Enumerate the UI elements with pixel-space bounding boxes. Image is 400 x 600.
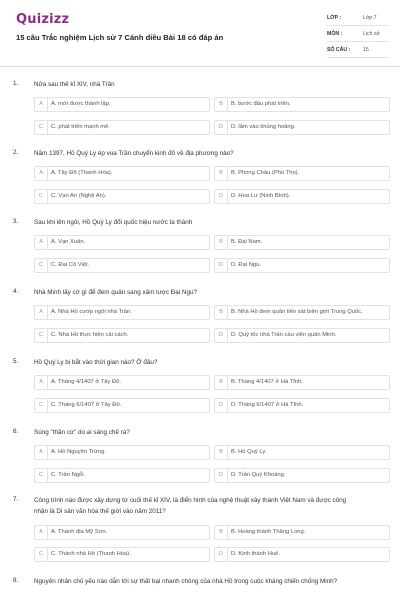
option-letter: B xyxy=(215,98,228,111)
option-text: D. Tháng 6/1407 ở Hà Tĩnh. xyxy=(231,402,304,408)
meta-value: Lớp 7 xyxy=(363,15,377,21)
option-letter: A xyxy=(35,167,48,180)
option-d[interactable] xyxy=(214,328,390,343)
option-text: C. Vạn An (Nghệ An). xyxy=(51,193,107,199)
option-c[interactable] xyxy=(34,120,210,135)
option-letter: A xyxy=(35,526,48,539)
option-b[interactable] xyxy=(214,166,390,181)
option-a[interactable] xyxy=(34,445,210,460)
question-text: Nhà Minh lấy cớ gì để đem quân sang xâm lược Đại Ngu? xyxy=(34,289,197,296)
option-text: C. Trần Ngỗi. xyxy=(51,472,86,478)
option-text: A. Nhà Hồ cướp ngôi nhà Trần. xyxy=(51,309,132,315)
option-text: B. Nhà Hồ đem quân tiến sát biên giới Trung Quốc. xyxy=(231,309,363,315)
option-text: C. Đại Cồ Việt. xyxy=(51,262,90,268)
option-a[interactable] xyxy=(34,166,210,181)
option-c[interactable] xyxy=(34,328,210,343)
option-letter: D xyxy=(215,548,228,561)
meta-class xyxy=(327,12,389,26)
option-letter: D xyxy=(215,469,228,482)
option-d[interactable] xyxy=(214,547,390,562)
question-5 xyxy=(0,358,400,418)
option-c[interactable] xyxy=(34,398,210,413)
option-letter: B xyxy=(215,167,228,180)
option-letter: D xyxy=(215,259,228,272)
option-c[interactable] xyxy=(34,547,210,562)
option-letter: C xyxy=(35,469,48,482)
option-a[interactable] xyxy=(34,305,210,320)
option-text: C. Tháng 6/1407 ở Tây Đô. xyxy=(51,402,122,408)
option-d[interactable] xyxy=(214,258,390,273)
question-1 xyxy=(0,80,400,140)
option-letter: A xyxy=(35,98,48,111)
question-number: 3. xyxy=(13,218,19,225)
question-8 xyxy=(0,577,400,595)
option-text: A. mới được thành lập. xyxy=(51,101,111,107)
option-letter: A xyxy=(35,306,48,319)
option-letter: C xyxy=(35,329,48,342)
question-text: Nguyên nhân chủ yếu nào dẫn tới sự thất bại nhanh chóng của nhà Hồ trong cuộc kháng chiến chống Minh? xyxy=(34,578,338,585)
option-letter: A xyxy=(35,236,48,249)
question-6 xyxy=(0,428,400,488)
question-number: 8. xyxy=(13,577,19,584)
question-3 xyxy=(0,218,400,278)
option-text: D. Đại Ngu. xyxy=(231,262,261,268)
option-d[interactable] xyxy=(214,120,390,135)
option-letter: D xyxy=(215,399,228,412)
question-number: 7. xyxy=(13,496,19,503)
question-4 xyxy=(0,288,400,348)
option-letter: B xyxy=(215,306,228,319)
option-text: C. phát triển mạnh mẽ. xyxy=(51,124,110,130)
question-text: Nửa sau thế kỉ XIV, nhà Trần xyxy=(34,81,115,88)
option-letter: D xyxy=(215,121,228,134)
question-text: Năm 1397, Hồ Quý Ly ép vua Trần chuyển kinh đô về địa phương nào? xyxy=(34,150,234,157)
option-text: B. Hồ Quý Ly. xyxy=(231,449,267,455)
option-letter: C xyxy=(35,399,48,412)
option-d[interactable] xyxy=(214,189,390,204)
option-text: A. Thánh địa Mỹ Sơn. xyxy=(51,529,108,535)
question-7 xyxy=(0,496,400,566)
option-letter: B xyxy=(215,526,228,539)
meta-key: SỐ CÂU : xyxy=(327,47,351,53)
quizizz-logo[interactable]: Quizizz xyxy=(16,12,70,27)
option-text: A. Tháng 4/1407 ở Tây Đô. xyxy=(51,379,121,385)
option-text: A. Hồ Nguyên Trừng. xyxy=(51,449,106,455)
question-number: 4. xyxy=(13,288,19,295)
page-title: 15 câu Trắc nghiệm Lịch sử 7 Cánh diều Bài 18 có đáp án xyxy=(16,33,224,42)
meta-value: 15 xyxy=(363,47,369,53)
meta-key: MÔN : xyxy=(327,31,343,37)
meta-subject xyxy=(327,28,389,42)
option-text: A. Vạn Xuân. xyxy=(51,239,86,245)
option-letter: C xyxy=(35,259,48,272)
option-a[interactable] xyxy=(34,97,210,112)
option-text: C. Nhà Hồ thực hiện cải cách. xyxy=(51,332,129,338)
option-letter: A xyxy=(35,376,48,389)
option-text: D. Quý tộc nhà Trần cầu viện quân Minh. xyxy=(231,332,337,338)
option-b[interactable] xyxy=(214,375,390,390)
option-b[interactable] xyxy=(214,525,390,540)
meta-value: Lịch sử xyxy=(363,31,381,37)
meta-question-count xyxy=(327,44,389,58)
option-b[interactable] xyxy=(214,97,390,112)
option-b[interactable] xyxy=(214,445,390,460)
option-a[interactable] xyxy=(34,235,210,250)
option-letter: A xyxy=(35,446,48,459)
option-letter: D xyxy=(215,329,228,342)
option-letter: C xyxy=(35,121,48,134)
option-c[interactable] xyxy=(34,468,210,483)
option-letter: B xyxy=(215,376,228,389)
option-c[interactable] xyxy=(34,189,210,204)
option-letter: B xyxy=(215,446,228,459)
option-b[interactable] xyxy=(214,235,390,250)
header-divider xyxy=(0,66,400,67)
option-letter: C xyxy=(35,548,48,561)
option-text: B. Hoàng thành Thăng Long. xyxy=(231,529,306,535)
option-letter: D xyxy=(215,190,228,203)
option-text: B. bước đầu phát triển. xyxy=(231,101,291,107)
option-a[interactable] xyxy=(34,525,210,540)
meta-key: LỚP : xyxy=(327,15,342,21)
option-d[interactable] xyxy=(214,398,390,413)
option-text: B. Tháng 4/1407 ở Hà Tĩnh. xyxy=(231,379,303,385)
option-text: B. Đại Nam. xyxy=(231,239,263,245)
question-text: Sau khi lên ngôi, Hồ Quý Ly đổi quốc hiệu nước ta thành xyxy=(34,219,193,226)
option-b[interactable] xyxy=(214,305,390,320)
option-letter: B xyxy=(215,236,228,249)
option-text: C. Thành nhà Hồ (Thanh Hóa). xyxy=(51,551,131,557)
question-number: 5. xyxy=(13,358,19,365)
option-a[interactable] xyxy=(34,375,210,390)
worksheet-header xyxy=(0,0,400,66)
option-text: D. lâm vào khủng hoảng. xyxy=(231,124,296,130)
question-number: 6. xyxy=(13,428,19,435)
question-text: Súng "thần cơ" do ai sáng chế ra? xyxy=(34,429,130,436)
question-number: 2. xyxy=(13,149,19,156)
question-text: Công trình nào được xây dựng từ cuối thế kỉ XIV, là điển hình của nghệ thuật xây thành Việt Nam và được công nhận là Di sản văn hóa thế giới vào năm 2011? xyxy=(34,497,347,515)
option-d[interactable] xyxy=(214,468,390,483)
option-text: D. Trần Quý Khoáng. xyxy=(231,472,286,478)
option-letter: C xyxy=(35,190,48,203)
question-number: 1. xyxy=(13,80,19,87)
option-text: D. Hoa Lư (Ninh Bình). xyxy=(231,193,291,199)
question-2 xyxy=(0,149,400,209)
option-text: A. Tây Đô (Thanh Hóa). xyxy=(51,170,113,176)
option-text: B. Phong Châu (Phú Thọ). xyxy=(231,170,300,176)
option-c[interactable] xyxy=(34,258,210,273)
question-text: Hồ Quý Ly bị bắt vào thời gian nào? Ở đâu? xyxy=(34,359,158,366)
option-text: D. Kinh thành Huế. xyxy=(231,551,280,557)
